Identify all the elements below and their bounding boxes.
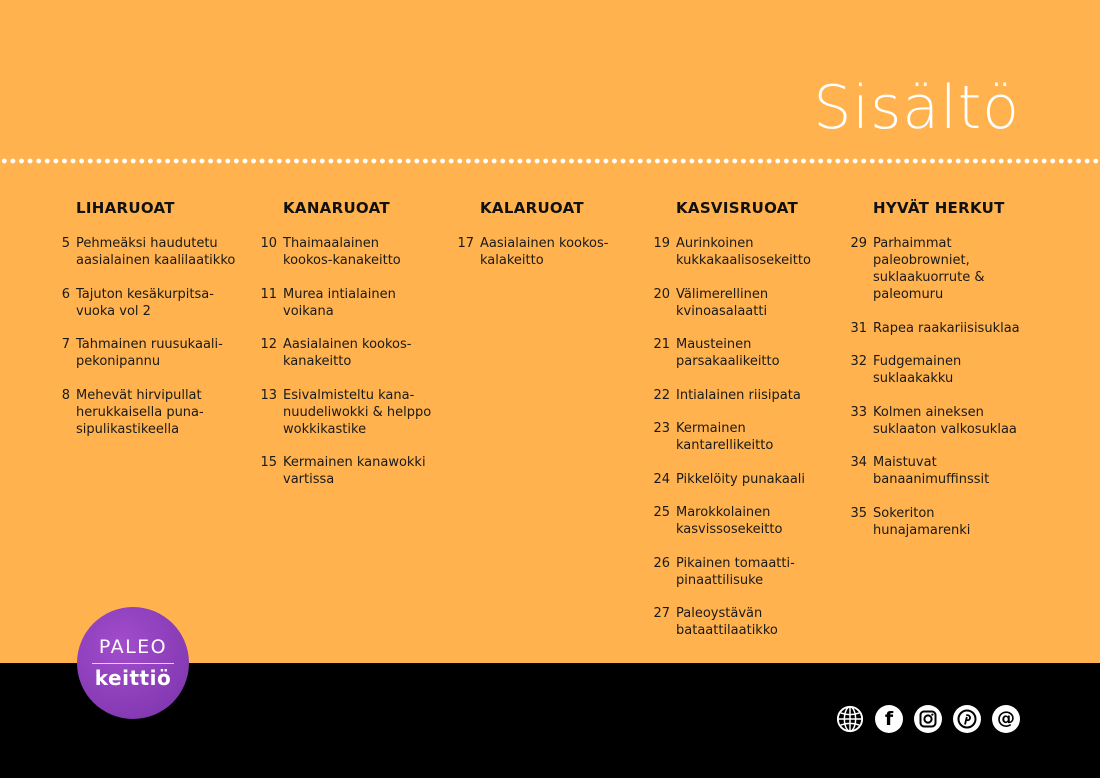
recipe-title: Thaimaalainen kookos-kanakeitto xyxy=(283,236,401,268)
toc-entry[interactable] xyxy=(653,235,836,269)
recipe-title: Parhaimmat paleobrowniet, suklaakuorrute & paleomuru xyxy=(873,236,985,302)
recipe-title: Marokkolainen kasvissosekeitto xyxy=(676,505,783,537)
toc-entry[interactable] xyxy=(850,235,1033,303)
recipe-title: Mausteinen parsakaalikeitto xyxy=(676,337,780,369)
page-number: 10 xyxy=(260,236,277,251)
toc-entry[interactable] xyxy=(653,387,836,404)
recipe-title: Murea intialainen voikana xyxy=(283,286,396,319)
page-number: 5 xyxy=(61,236,70,251)
column-kasvisruoat xyxy=(653,199,836,656)
recipe-title: Pehmeäksi haudutetu aasialainen kaalilaatikko xyxy=(76,236,236,268)
email-icon[interactable] xyxy=(992,705,1020,733)
column-heading: KASVISRUOAT xyxy=(676,199,799,217)
column-heading: LIHARUOAT xyxy=(76,199,175,217)
toc-entry[interactable] xyxy=(653,471,836,488)
toc-entry[interactable] xyxy=(850,505,1033,539)
toc-entry[interactable] xyxy=(260,454,443,488)
page-number: 35 xyxy=(850,505,867,521)
recipe-title: Kermainen kantarellikeitto xyxy=(676,421,774,453)
page-number: 22 xyxy=(653,387,670,403)
toc-entry[interactable] xyxy=(653,336,836,370)
recipe-title: Aurinkoinen kukkakaalisosekeitto xyxy=(676,236,811,268)
recipe-list xyxy=(260,235,443,488)
page-number: 6 xyxy=(61,286,70,302)
column-heading: HYVÄT HERKUT xyxy=(873,199,1005,217)
recipe-title: Pikkelöity punakaali xyxy=(676,471,806,487)
facebook-icon[interactable] xyxy=(875,705,903,733)
toc-entry[interactable] xyxy=(260,387,443,438)
toc-entry[interactable] xyxy=(850,404,1033,438)
facebook-glyph: f xyxy=(884,707,894,730)
globe-icon[interactable] xyxy=(836,705,864,733)
recipe-title: Aasialainen kookos- kanakeitto xyxy=(283,337,412,369)
recipe-title: Pikainen tomaatti- pinaattilisuke xyxy=(676,555,795,588)
toc-entry[interactable] xyxy=(260,286,443,320)
page-number: 24 xyxy=(653,471,670,487)
page-number: 17 xyxy=(457,236,474,251)
paleo-keittio-logo[interactable] xyxy=(77,607,189,719)
recipe-list xyxy=(850,235,1033,539)
toc-entry[interactable] xyxy=(260,235,443,269)
page-number: 32 xyxy=(850,354,867,369)
recipe-title: Kolmen aineksen suklaaton valkosuklaa xyxy=(873,404,1017,437)
page-number: 23 xyxy=(653,421,670,436)
page-number: 31 xyxy=(850,320,867,336)
recipe-title: Mehevät hirvipullat herukkaisella puna- sipulikastikeella xyxy=(76,387,204,437)
page-number: 34 xyxy=(850,455,867,470)
social-links xyxy=(836,705,1020,733)
toc-entry[interactable] xyxy=(653,504,836,538)
page-number: 26 xyxy=(653,555,670,571)
email-glyph: @ xyxy=(997,708,1015,729)
logo-divider xyxy=(92,663,174,664)
page-number: 29 xyxy=(850,236,867,251)
column-hyvat-herkut xyxy=(850,199,1033,555)
toc-entry[interactable] xyxy=(850,454,1033,488)
column-heading: KANARUOAT xyxy=(283,199,390,217)
recipe-title: Fudgemainen suklaakakku xyxy=(873,354,962,386)
page-number: 15 xyxy=(260,455,277,470)
recipe-list xyxy=(457,235,630,269)
toc-entry[interactable] xyxy=(653,555,836,589)
page-number: 19 xyxy=(653,236,670,251)
column-kalaruoat xyxy=(457,199,630,286)
toc-entry[interactable] xyxy=(653,420,836,454)
recipe-title: Intialainen riisipata xyxy=(676,387,801,403)
page-number: 20 xyxy=(653,286,670,302)
page-number: 12 xyxy=(260,337,277,352)
instagram-icon[interactable] xyxy=(914,705,942,733)
recipe-title: Maistuvat banaanimuffinssit xyxy=(873,455,990,487)
page-number: 8 xyxy=(61,387,70,403)
page-number: 21 xyxy=(653,337,670,352)
column-liharuoat xyxy=(56,199,246,454)
recipe-list xyxy=(56,235,246,438)
toc-entry[interactable] xyxy=(56,387,246,438)
column-heading: KALARUOAT xyxy=(480,199,584,217)
dotted-divider xyxy=(0,158,1100,164)
toc-entry[interactable] xyxy=(850,353,1033,387)
recipe-title: Rapea raakariisisuklaa xyxy=(873,320,1020,336)
page-number: 7 xyxy=(61,337,70,352)
recipe-title: Kermainen kanawokki vartissa xyxy=(283,455,426,487)
page-title: Sisältö xyxy=(813,73,1020,143)
recipe-title: Tajuton kesäkurpitsa- vuoka vol 2 xyxy=(76,286,214,319)
recipe-title: Tahmainen ruusukaali- pekonipannu xyxy=(76,337,223,369)
toc-entry[interactable] xyxy=(850,320,1033,337)
toc-entry[interactable] xyxy=(653,286,836,320)
column-kanaruoat xyxy=(260,199,443,505)
recipe-title: Esivalmisteltu kana- nuudeliwokki & helppo wokkikastike xyxy=(283,387,432,437)
page-number: 11 xyxy=(260,286,277,302)
recipe-title: Sokeriton hunajamarenki xyxy=(873,505,971,538)
recipe-list xyxy=(653,235,836,639)
pinterest-icon[interactable] xyxy=(953,705,981,733)
page-number: 13 xyxy=(260,387,277,403)
toc-entry[interactable] xyxy=(653,605,836,639)
recipe-title: Paleoystävän bataattilaatikko xyxy=(676,606,778,638)
toc-entry[interactable] xyxy=(56,235,246,269)
toc-entry[interactable] xyxy=(260,336,443,370)
toc-entry[interactable] xyxy=(56,286,246,320)
page-number: 27 xyxy=(653,606,670,621)
toc-entry[interactable] xyxy=(457,235,630,269)
recipe-title: Aasialainen kookos- kalakeitto xyxy=(480,236,609,268)
toc-entry[interactable] xyxy=(56,336,246,370)
recipe-title: Välimerellinen kvinoasalaatti xyxy=(676,286,769,319)
page-number: 33 xyxy=(850,404,867,420)
logo-text-paleo: PALEO xyxy=(98,636,168,658)
logo-text-keittio: keittiö xyxy=(94,666,172,690)
page-number: 25 xyxy=(653,505,670,520)
